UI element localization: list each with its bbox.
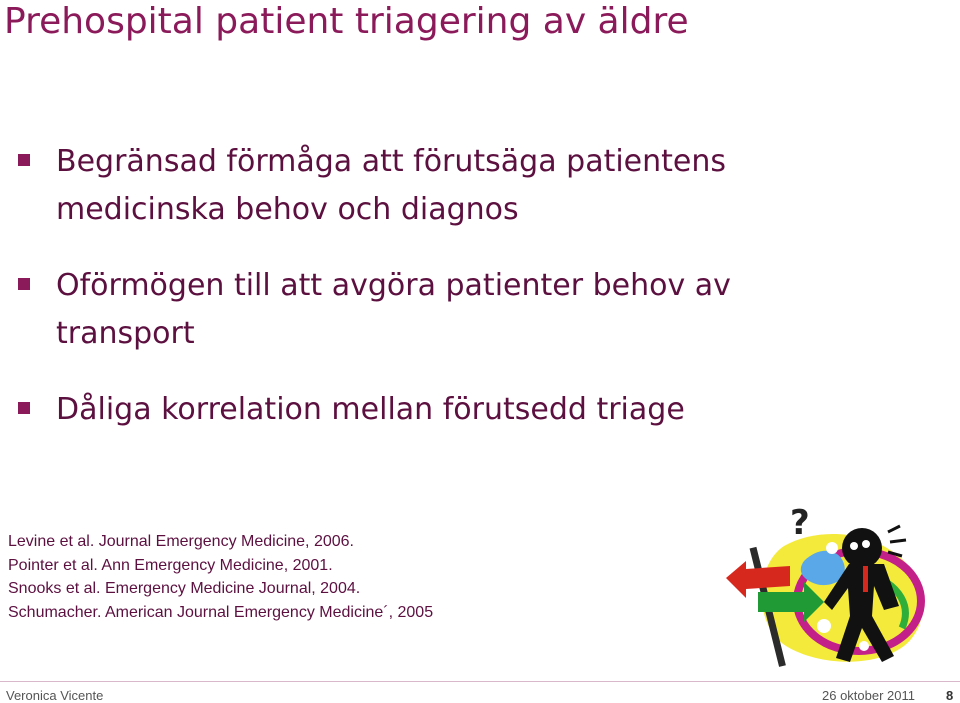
footer-divider [0,681,960,682]
square-bullet-icon [18,154,30,166]
bullet-text: Dåliga korrelation mellan förutsedd triage [56,392,685,427]
page-number: 8 [946,688,954,703]
bullet-text: Begränsad förmåga att förutsäga patientens medicinska behov och diagnos [56,144,727,227]
reference-list [8,530,433,624]
confused-person-with-direction-arrows-icon [724,506,936,670]
square-bullet-icon [18,278,30,290]
footer-author: Veronica Vicente [6,688,104,703]
bullet-item [18,386,838,434]
reference-item: Pointer et al. Ann Emergency Medicine, 2001. [8,556,333,574]
question-mark-glyph: ? [790,506,810,543]
footer-date: 26 oktober 2011 [822,688,915,703]
bullet-item [18,138,838,234]
bullet-item [18,262,838,358]
bullet-text: Oförmögen till att avgöra patienter behov av transport [56,268,731,351]
white-dot [817,619,831,633]
white-dot [859,641,869,651]
square-bullet-icon [18,402,30,414]
slide-title: Prehospital patient triagering av äldre [4,1,689,42]
bullet-list [18,138,838,462]
reference-item: Schumacher. American Journal Emergency Medicine´, 2005 [8,603,434,621]
person-tie [863,566,868,592]
white-dot [826,542,838,554]
reference-item: Levine et al. Journal Emergency Medicine, 2006. [8,533,354,550]
reference-item: Snooks et al. Emergency Medicine Journal, 2004. [8,580,361,597]
person-head [842,528,882,568]
